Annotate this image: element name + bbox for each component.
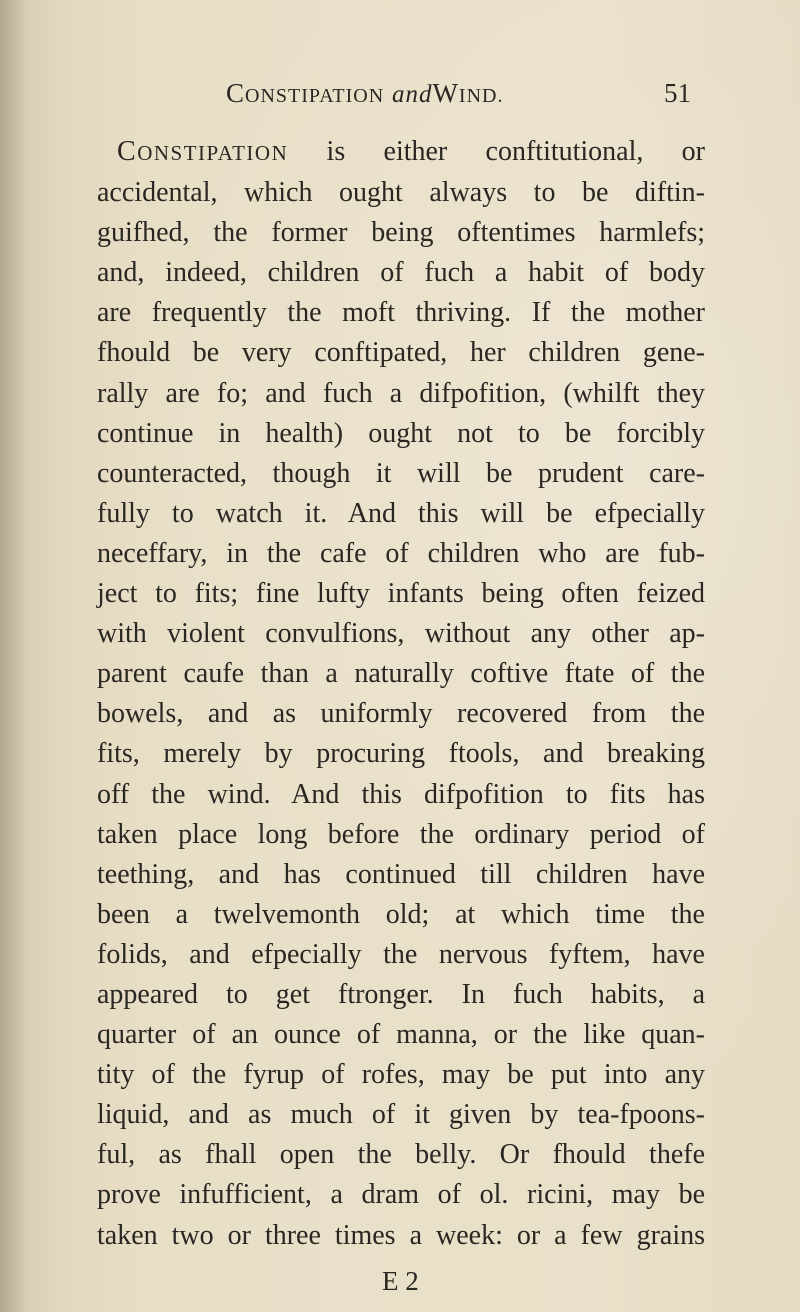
text-line-8: continue in health) ought not to be forcibly (97, 417, 705, 449)
text-line-16: fits, merely by procuring ftools, and breaking (97, 738, 705, 770)
text-line-4: and, indeed, children of fuch a habit of body (97, 257, 705, 289)
text-line-10: fully to watch it. And this will be efpecially (97, 497, 705, 529)
text-line-20: been a twelvemonth old; at which time the (97, 898, 705, 930)
text-line-1 (97, 132, 705, 173)
page-number: 51 (664, 78, 691, 108)
running-title-part-3: WIND. (432, 78, 504, 108)
text-line-3: guifhed, the former being oftentimes harmlefs; (97, 217, 705, 249)
text-line-9: counteracted, though it will be prudent care- (97, 457, 705, 489)
text-line-25: liquid, and as much of it given by tea-fpoons- (97, 1099, 705, 1131)
text-line-13: with violent convulfions, without any other ap- (97, 618, 705, 650)
text-line-2: accidental, which ought always to be diftin- (97, 177, 705, 209)
text-line-5: are frequently the moft thriving. If the mother (97, 297, 705, 329)
text-line-21: folids, and efpecially the nervous fyftem, have (97, 938, 705, 970)
text-line-27: prove infufficient, a dram of ol. ricini, may be (97, 1179, 705, 1211)
text-line-1-rest: is either conftitutional, or (288, 136, 705, 167)
text-line-24: tity of the fyrup of rofes, may be put into any (97, 1059, 705, 1091)
text-line-11: neceffary, in the cafe of children who are fub- (97, 537, 705, 569)
body-paragraph (97, 132, 705, 1256)
running-head (0, 78, 800, 118)
text-line-18: taken place long before the ordinary period of (97, 818, 705, 850)
text-line-17: off the wind. And this difpofition to fits has (97, 778, 705, 810)
text-line-12: ject to fits; fine lufty infants being often feized (97, 578, 705, 610)
running-title-part-1: CONSTIPATION (226, 78, 385, 108)
text-line-26: ful, as fhall open the belly. Or fhould thefe (97, 1139, 705, 1171)
text-line-6: fhould be very conftipated, her children gene- (97, 337, 705, 369)
text-line-28: taken two or three times a week: or a few grains (97, 1219, 705, 1251)
text-line-14: parent caufe than a naturally coftive ftate of the (97, 658, 705, 690)
text-line-7: rally are fo; and fuch a difpofition, (whilft they (97, 377, 705, 409)
signature-mark: E 2 (382, 1266, 419, 1296)
text-line-19: teething, and has continued till children have (97, 858, 705, 890)
text-line-15: bowels, and as uniformly recovered from the (97, 698, 705, 730)
running-title (226, 78, 503, 109)
lead-word: CONSTIPATION (117, 136, 289, 167)
page-edge-shadow (0, 0, 28, 1312)
text-line-22: appeared to get ftronger. In fuch habits, a (97, 978, 705, 1010)
running-title-part-2: and (391, 81, 433, 108)
text-line-23: quarter of an ounce of manna, or the like quan- (97, 1019, 705, 1051)
